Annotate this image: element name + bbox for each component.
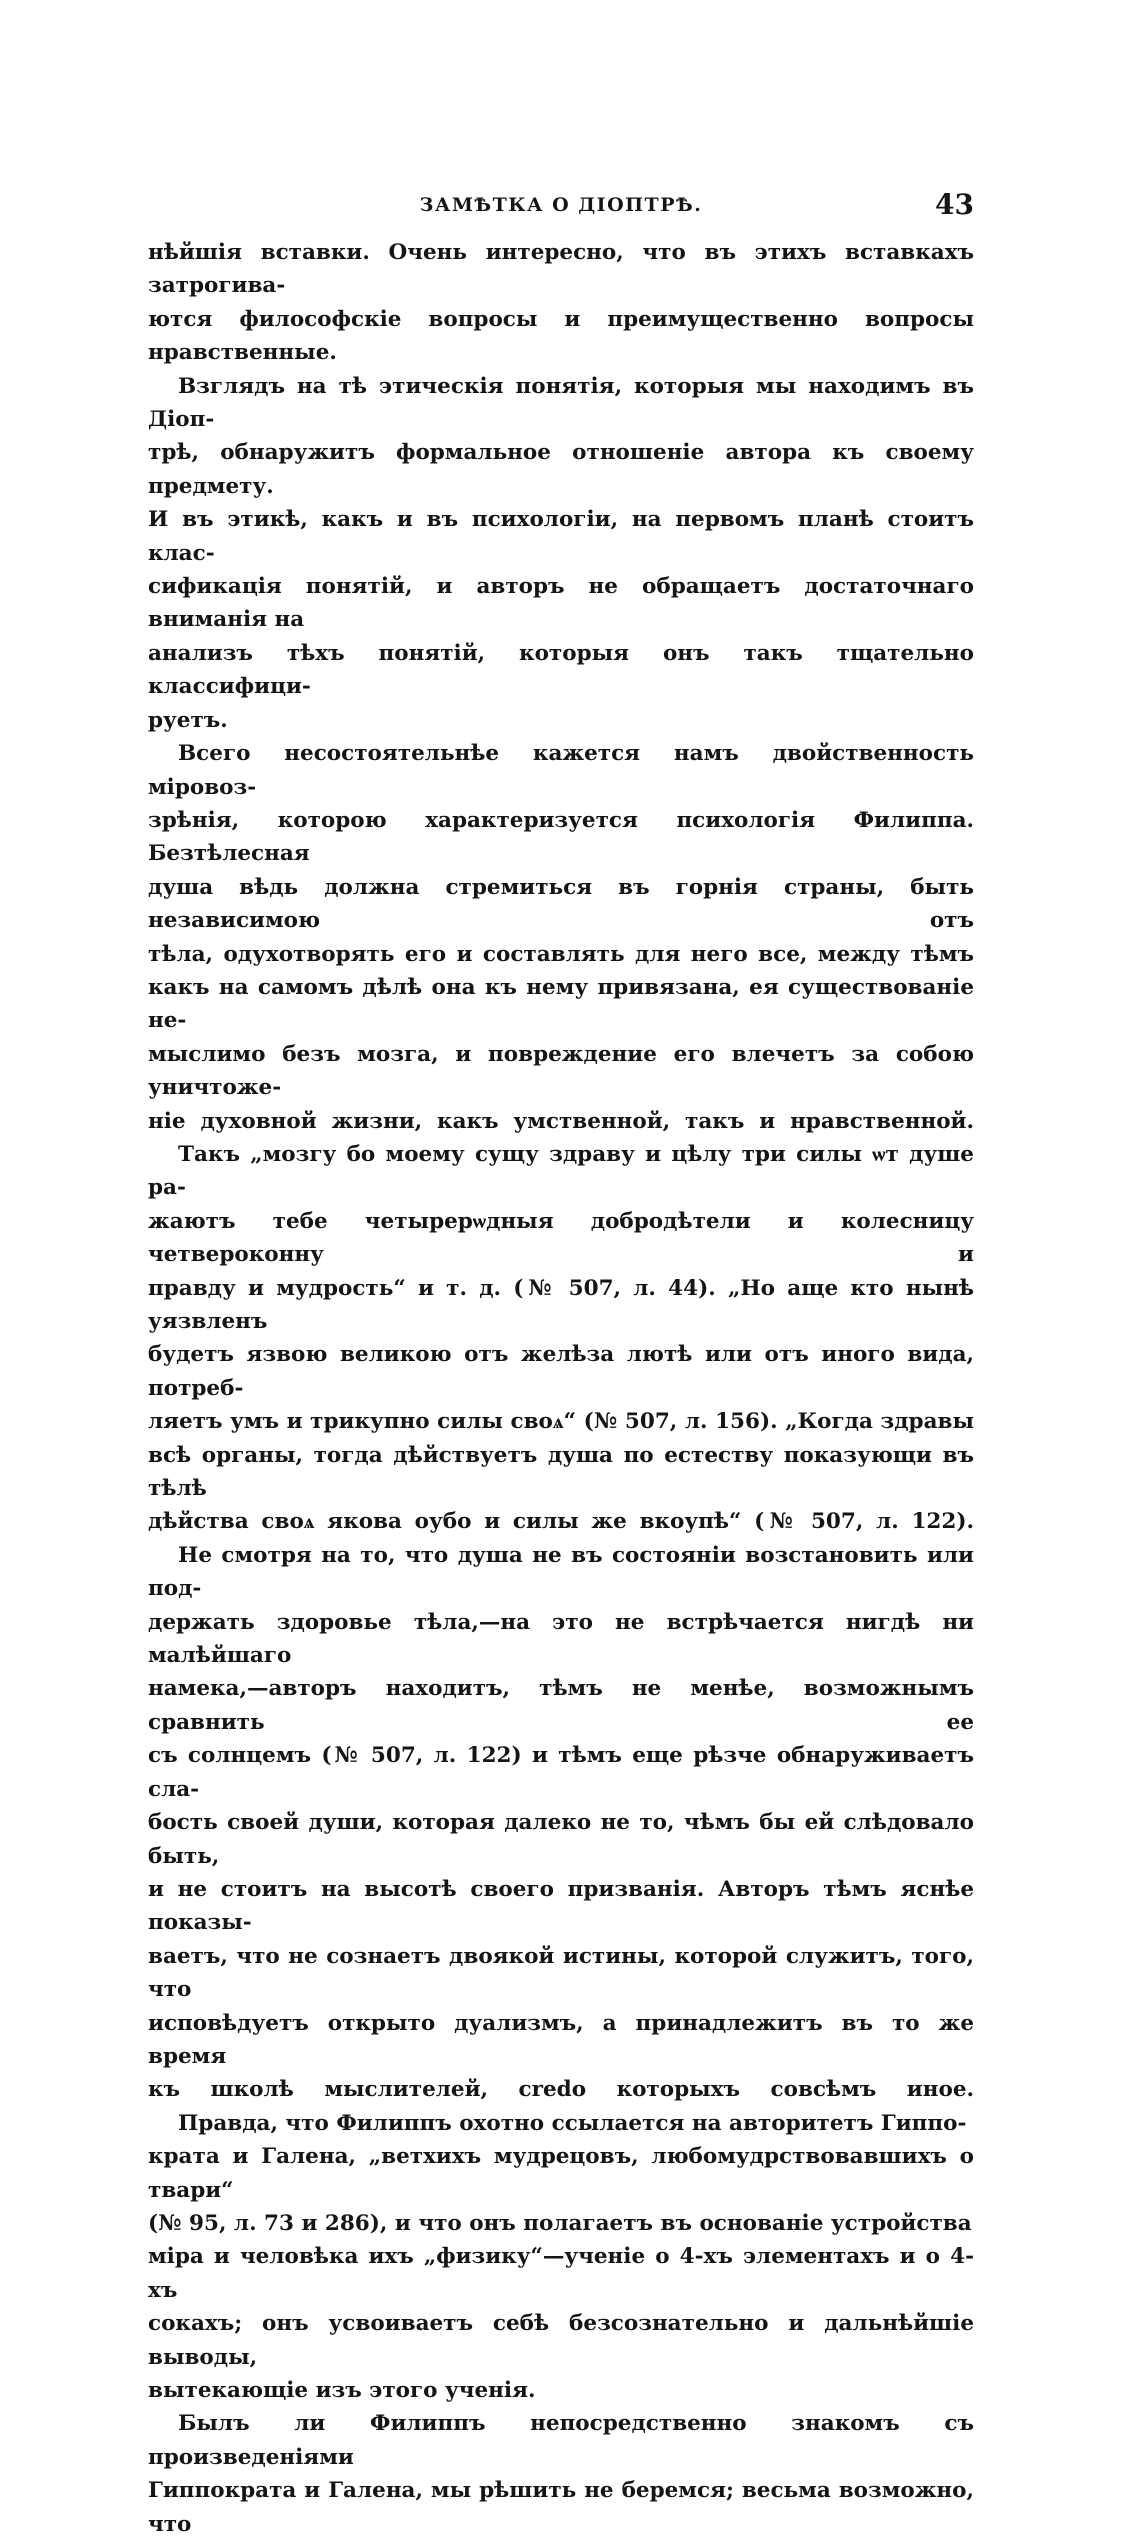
text-line: тѣла, одухотворять его и составлять для него все, между тѣмъ: [148, 941, 974, 967]
text-line: (№ 95, л. 73 и 286), и что онъ полагаетъ въ основаніе устройства: [148, 2210, 972, 2236]
text-line: нѣйшія вставки. Очень интересно, что въ этихъ вставкахъ затрогива-: [148, 240, 974, 299]
page-header: [148, 188, 974, 228]
text-line: держать здоровье тѣла,—на это не встрѣчается нигдѣ ни малѣйшаго: [148, 1609, 974, 1669]
text-line: Не смотря на то, что душа не въ состояніи возстановить или под-: [148, 1542, 974, 1602]
text-line: ваетъ, что не сознаетъ двоякой истины, которой служитъ, того, что: [148, 1943, 974, 2003]
text-line: ніе духовной жизни, какъ умственной, такъ и нравственной.: [148, 1108, 974, 1134]
text-line: И въ этикѣ, какъ и въ психологіи, на первомъ планѣ стоитъ клас-: [148, 507, 974, 566]
text-line: руетъ.: [148, 707, 228, 733]
text-line: Былъ ли Филиппъ непосредственно знакомъ съ произведеніями: [148, 2411, 974, 2470]
paragraph-6: [148, 2107, 974, 2408]
text-line: анализъ тѣхъ понятій, которыя онъ такъ тщательно классифици-: [148, 640, 974, 700]
running-title: ЗАМѢТКА О ДІОПТРѢ.: [419, 194, 703, 216]
paragraph-4: [148, 1138, 974, 1539]
text-line: сификація понятій, и авторъ не обращаетъ достаточнаго вниманія на: [148, 574, 974, 633]
text-line: правду и мудрость“ и т. д. (№ 507, л. 44). „Но аще кто нынѣ уязвленъ: [148, 1275, 974, 1334]
paragraph-5: [148, 1539, 974, 2107]
page-number: 43: [935, 188, 974, 221]
paragraph-7: [148, 2407, 974, 2541]
text-line: міра и человѣка ихъ „физику“—ученіе о 4-хъ элементахъ и о 4-хъ: [148, 2244, 974, 2303]
text-line: Взглядъ на тѣ этическія понятія, которыя мы находимъ въ Діоп-: [148, 373, 974, 433]
text-line: ляетъ умъ и трикупно силы своѧ“ (№ 507, л. 156). „Когда здравы: [148, 1409, 974, 1435]
paragraph-2: [148, 370, 974, 737]
paragraph-1: [148, 236, 974, 370]
text-line: Такъ „мозгу бо моему сущу здраву и цѣлу три силы ѡт душе ра-: [148, 1141, 974, 1201]
text-line: Правда, что Филиппъ охотно ссылается на авторитетъ Гиппо-: [178, 2110, 967, 2136]
text-line: Гиппократа и Галена, мы рѣшить не беремся; весьма возможно, что: [148, 2478, 974, 2537]
text-line: Всего несостоятельнѣе кажется намъ двойственность міровоз-: [148, 741, 974, 800]
text-line: душа вѣдь должна стремиться въ горнія страны, быть независимою отъ: [148, 874, 974, 934]
text-line: всѣ органы, тогда дѣйствуетъ душа по естеству показующи въ тѣлѣ: [148, 1442, 974, 1502]
text-line: вытекающіе изъ этого ученія.: [148, 2378, 536, 2403]
text-line: зрѣнія, которою характеризуется психологія Филиппа. Безтѣлесная: [148, 807, 974, 867]
text-line: трѣ, обнаружитъ формальное отношеніе автора къ своему предмету.: [148, 440, 974, 499]
text-line: будетъ язвою великою отъ желѣза лютѣ или отъ иного вида, потреб-: [148, 1342, 974, 1401]
text-line: бость своей души, которая далеко не то, чѣмъ бы ей слѣдовало быть,: [148, 1810, 974, 1869]
text-line: къ школѣ мыслителей, credo которыхъ совсѣмъ иное.: [148, 2077, 974, 2103]
text-line: сокахъ; онъ усвоиваетъ себѣ безсознательно и дальнѣйшіе выводы,: [148, 2311, 974, 2370]
body-text: [148, 236, 974, 2541]
text-line: крата и Галена, „ветхихъ мудрецовъ, любомудрствовавшихъ о твари“: [148, 2144, 974, 2203]
text-line: какъ на самомъ дѣлѣ она къ нему привязана, ея существованіе не-: [148, 974, 974, 1034]
text-line: намека,—авторъ находитъ, тѣмъ не менѣе, возможнымъ сравнить ее: [148, 1676, 974, 1735]
text-line: исповѣдуетъ открыто дуализмъ, а принадлежитъ въ то же время: [148, 2010, 974, 2069]
text-line: жаютъ тебе четырерѡдныя добродѣтели и колесницу четвероконну и: [148, 1208, 974, 1268]
text-line: ются философскіе вопросы и преимущественно вопросы нравственные.: [148, 306, 974, 366]
text-line: съ солнцемъ (№ 507, л. 122) и тѣмъ еще рѣзче обнаруживаетъ сла-: [148, 1743, 974, 1802]
text-line: и не стоитъ на высотѣ своего призванія. Авторъ тѣмъ яснѣе показы-: [148, 1876, 974, 1936]
paragraph-3: [148, 737, 974, 1138]
text-line: дѣйства своѧ якова оубо и силы же вкоупѣ“ (№ 507, л. 122).: [148, 1509, 974, 1535]
text-line: мыслимо безъ мозга, и повреждение его влечетъ за собою уничтоже-: [148, 1041, 974, 1101]
